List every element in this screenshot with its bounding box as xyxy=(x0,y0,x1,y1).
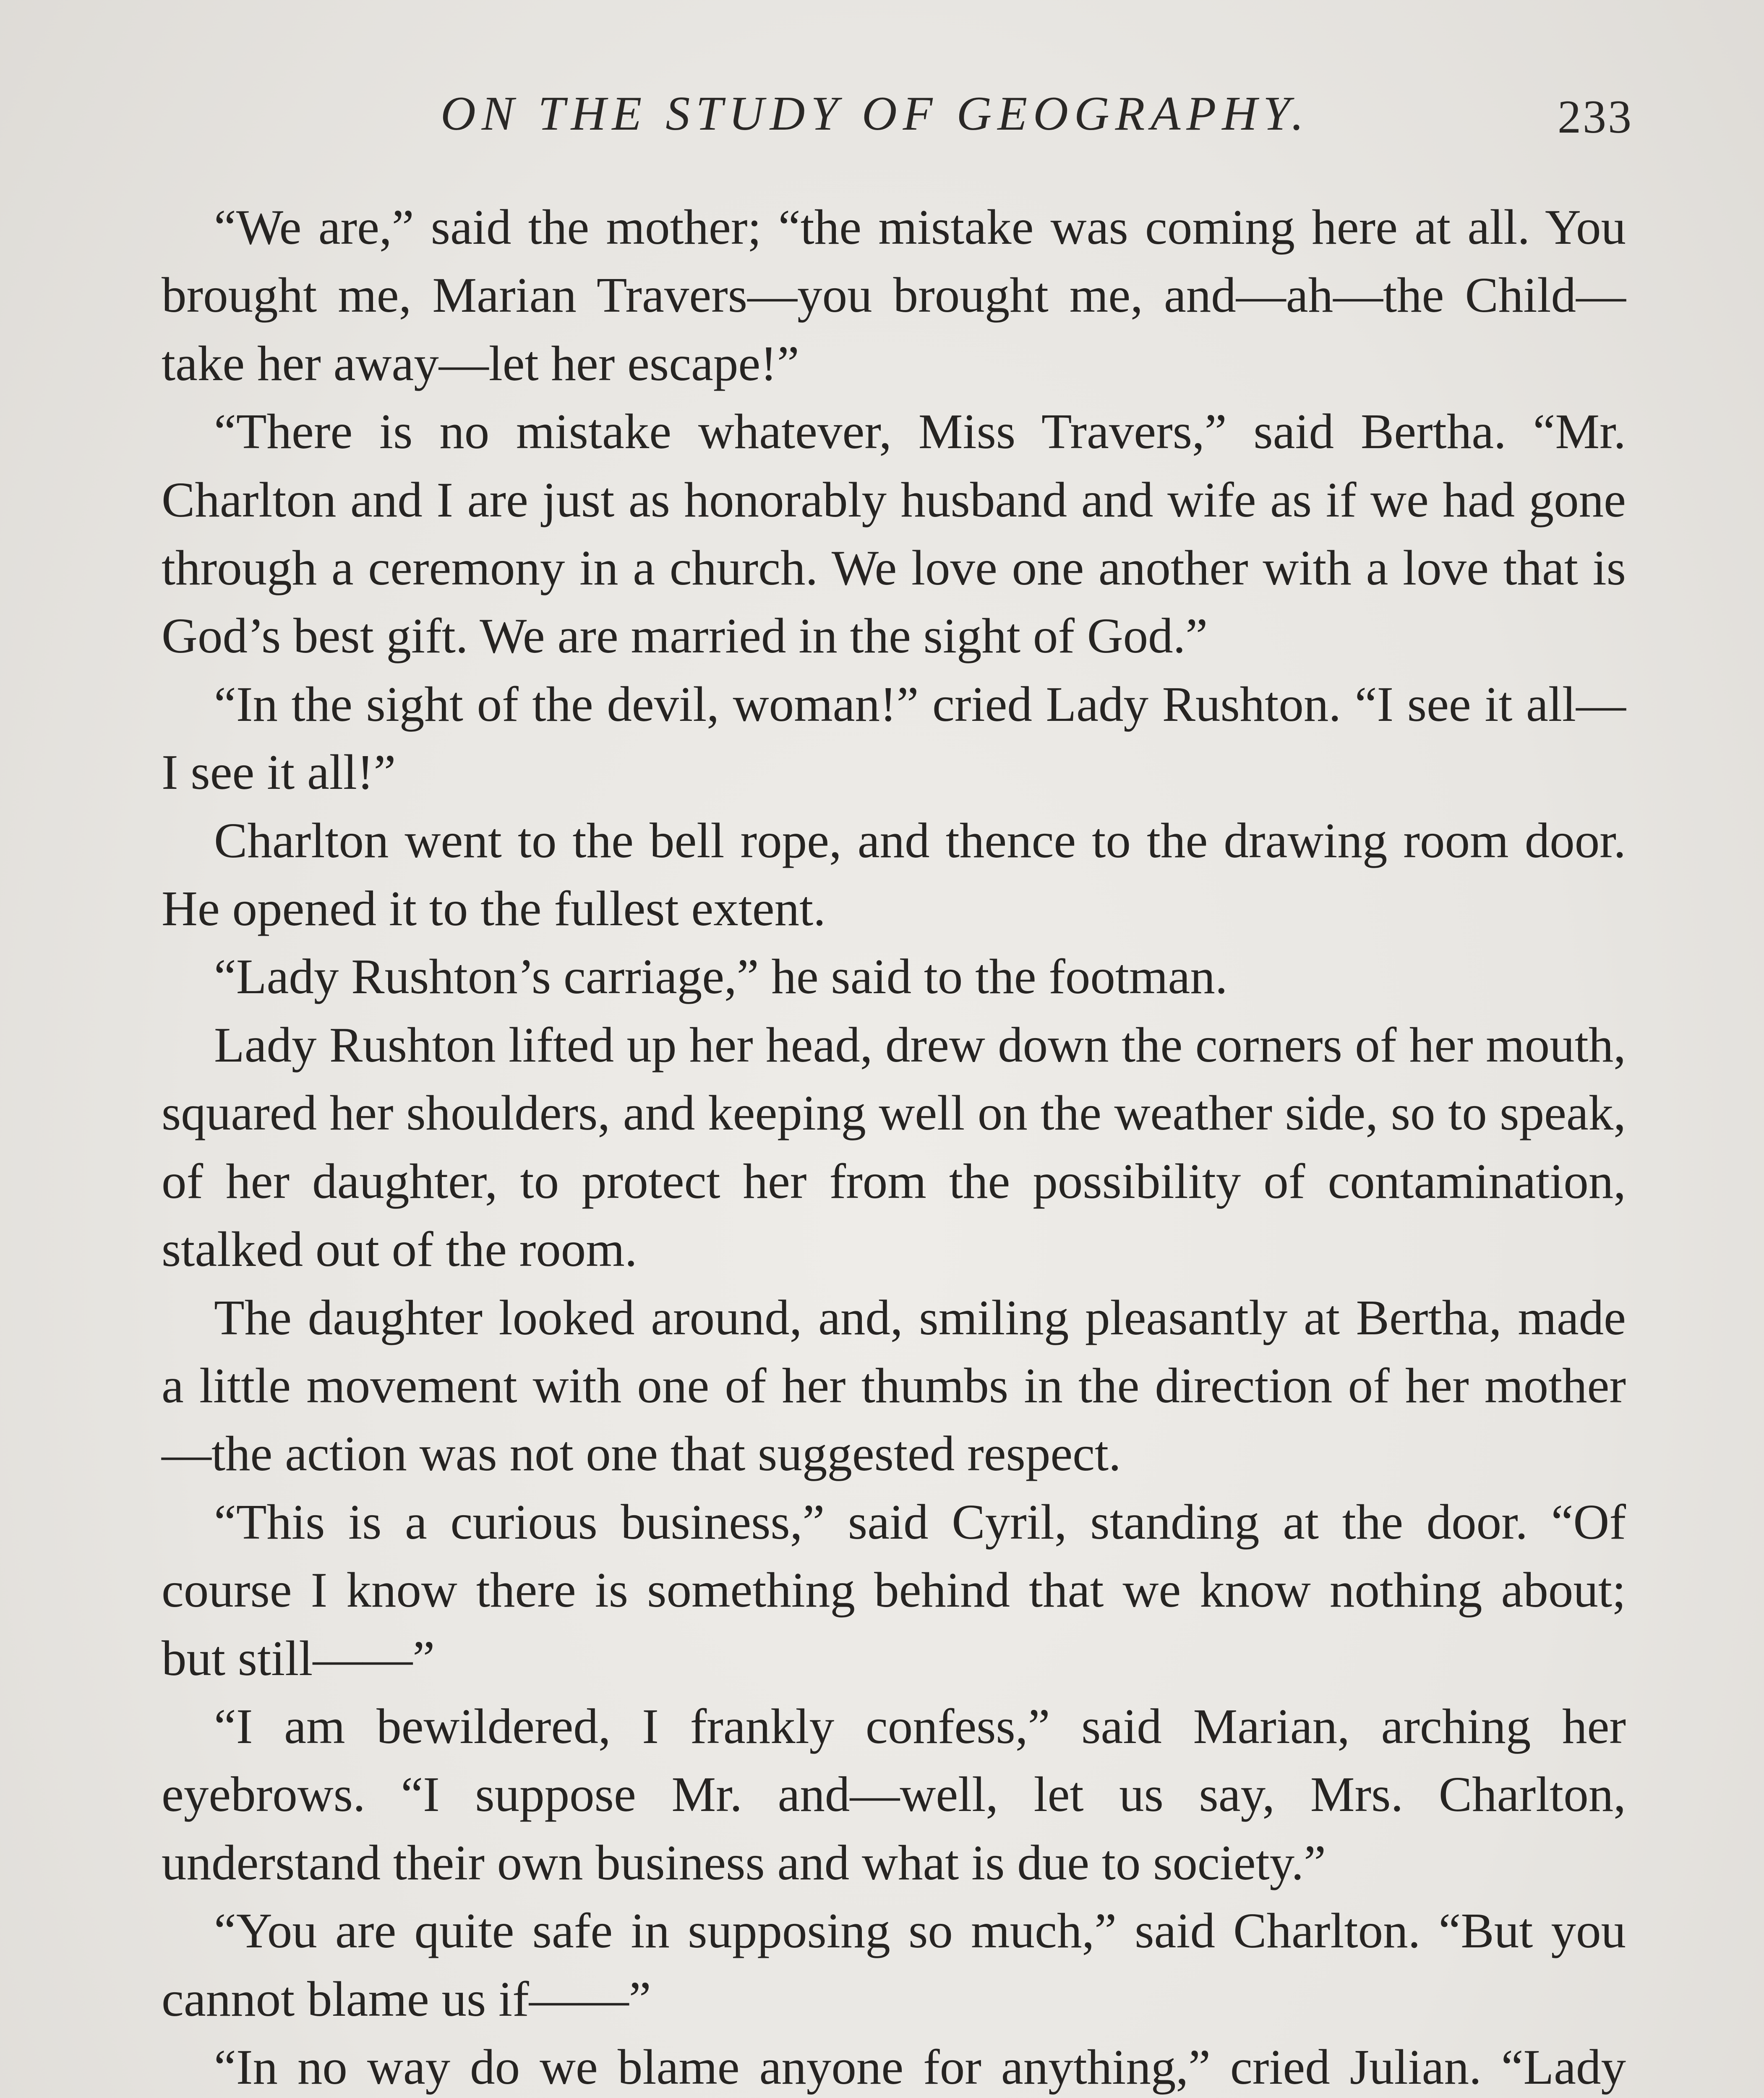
paragraph: “There is no mistake whatever, Miss Travers,” said Bertha. “Mr. Charlton and I are just as honorably husband and wife as if we had gone through a ceremony in a church. We love one another with a love that is God’s best gift. We are married in the sight of God.” xyxy=(162,404,1626,664)
paragraph: Lady Rushton lifted up her head, drew down the corners of her mouth, squared her shoulders, and keeping well on the weather side, so to speak, of her daughter, to protect her from the possibility of contamination, stalked out of the room. xyxy=(162,1017,1626,1277)
paragraph: “We are,” said the mother; “the mistake was coming here at all. You brought me, Marian Travers—you brought me, and—ah—the Child—take her away—let her escape!” xyxy=(162,199,1626,391)
paragraph: Charlton went to the bell rope, and thence to the drawing room door. He opened it to the fullest extent. xyxy=(162,812,1626,937)
paragraph: “In the sight of the devil, woman!” cried Lady Rushton. “I see it all—I see it all!” xyxy=(162,676,1626,800)
paragraph: “Lady Rushton’s carriage,” he said to the footman. xyxy=(214,949,1228,1005)
body-text xyxy=(162,193,1626,2098)
running-head-title: ON THE STUDY OF GEOGRAPHY. xyxy=(441,87,1310,141)
page-number: 233 xyxy=(1558,91,1633,143)
paragraph: “I am bewildered, I frankly confess,” said Marian, arching her eyebrows. “I suppose Mr. and—well, let us say, Mrs. Charlton, understand their own business and what is due to society.” xyxy=(162,1698,1626,1890)
paragraph: The daughter looked around, and, smiling pleasantly at Bertha, made a little movement with one of her thumbs in the direction of her mother—the action was not one that suggested respect. xyxy=(162,1289,1626,1482)
paragraph: “This is a curious business,” said Cyril, standing at the door. “Of course I know there is something behind that we know nothing about; but still——” xyxy=(162,1494,1626,1686)
paragraph: “You are quite safe in supposing so much,” said Charlton. “But you cannot blame us if——” xyxy=(162,1903,1626,2027)
paragraph: “In no way do we blame anyone for anything,” cried Julian. “Lady xyxy=(214,2039,1626,2095)
